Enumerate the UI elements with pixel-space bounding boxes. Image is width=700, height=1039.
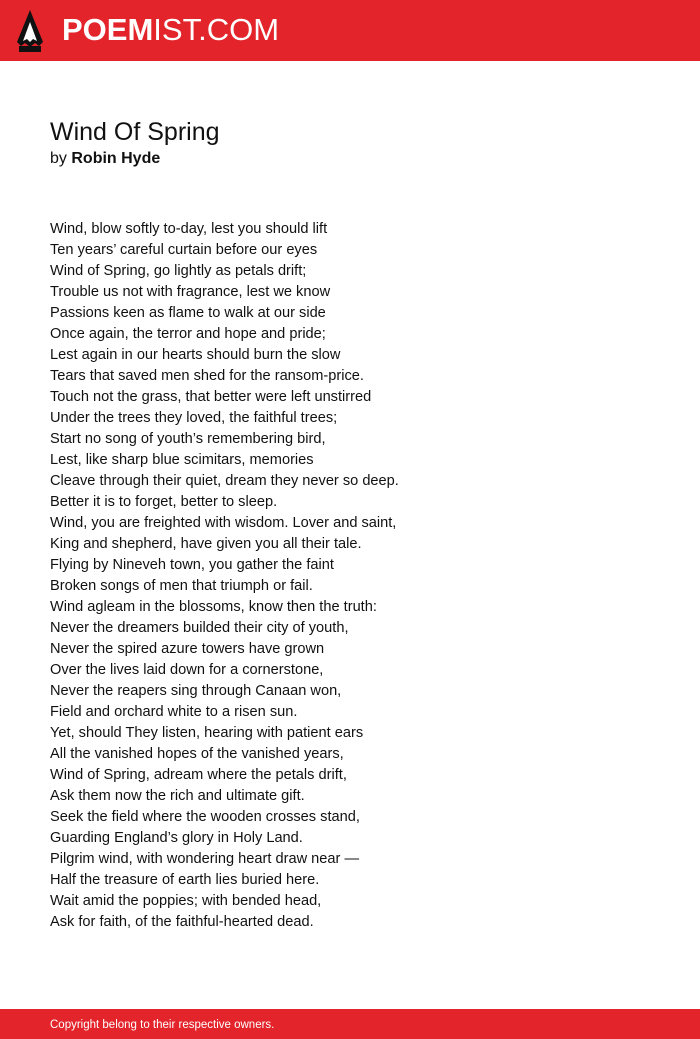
poem-line: Ask them now the rich and ultimate gift.: [50, 788, 305, 804]
poem-line: King and shepherd, have given you all their tale.: [50, 536, 362, 552]
poem-line: Under the trees they loved, the faithful trees;: [50, 410, 338, 426]
poem-line: Broken songs of men that triumph or fail.: [50, 578, 313, 594]
brand-name-light: IST.COM: [153, 12, 280, 47]
poem-line: Never the spired azure towers have grown: [50, 641, 325, 657]
poem-line: Ten years’ careful curtain before our eyes: [50, 242, 318, 258]
copyright-text: Copyright belong to their respective owners.: [50, 1019, 275, 1031]
poem-line: Pilgrim wind, with wondering heart draw near —: [50, 851, 360, 867]
poem-line: Passions keen as flame to walk at our side: [50, 305, 326, 321]
poem-body: [50, 219, 670, 933]
poem-line: Never the dreamers builded their city of youth,: [50, 620, 349, 636]
poem-line: Wait amid the poppies; with bended head,: [50, 893, 322, 909]
poem-line: Wind agleam in the blossoms, know then the truth:: [50, 599, 377, 615]
site-logo[interactable]: [62, 12, 279, 48]
poem-line: All the vanished hopes of the vanished years,: [50, 746, 344, 762]
poem-line: Seek the field where the wooden crosses stand,: [50, 809, 360, 825]
byline: [50, 149, 160, 169]
poem-line: Tears that saved men shed for the ransom-price.: [50, 368, 364, 384]
brand-name-bold: POEM: [62, 12, 154, 47]
poem-line: Wind of Spring, adream where the petals drift,: [50, 767, 347, 783]
poem-line: Better it is to forget, better to sleep.: [50, 494, 278, 510]
poem-line: Start no song of youth’s remembering bird,: [50, 431, 326, 447]
site-footer: [0, 1009, 700, 1039]
poem-line: Trouble us not with fragrance, lest we know: [50, 284, 331, 300]
by-label: by: [50, 150, 67, 167]
poem-line: Field and orchard white to a risen sun.: [50, 704, 298, 720]
poem-line: Guarding England’s glory in Holy Land.: [50, 830, 303, 846]
poem-line: Cleave through their quiet, dream they never so deep.: [50, 473, 399, 489]
poem-line: Yet, should They listen, hearing with patient ears: [50, 725, 364, 741]
poem-line: Once again, the terror and hope and pride;: [50, 326, 326, 342]
poem-line: Lest again in our hearts should burn the slow: [50, 347, 341, 363]
poem-line: Wind, blow softly to-day, lest you should lift: [50, 221, 328, 237]
poem-line: Lest, like sharp blue scimitars, memories: [50, 452, 314, 468]
site-header: [0, 0, 700, 61]
poem-line: Wind of Spring, go lightly as petals drift;: [50, 263, 307, 279]
poem-line: Flying by Nineveh town, you gather the faint: [50, 557, 334, 573]
poem-title: Wind Of Spring: [50, 118, 220, 146]
poem-line: Wind, you are freighted with wisdom. Lover and saint,: [50, 515, 397, 531]
poem-line: Never the reapers sing through Canaan won,: [50, 683, 342, 699]
poem-line: Touch not the grass, that better were left unstirred: [50, 389, 372, 405]
poem-line: Half the treasure of earth lies buried here.: [50, 872, 320, 888]
author-name: Robin Hyde: [71, 150, 161, 167]
pencil-tip-icon[interactable]: [17, 10, 43, 52]
poem-line: Ask for faith, of the faithful-hearted dead.: [50, 914, 314, 930]
poem-line: Over the lives laid down for a cornerstone,: [50, 662, 324, 678]
